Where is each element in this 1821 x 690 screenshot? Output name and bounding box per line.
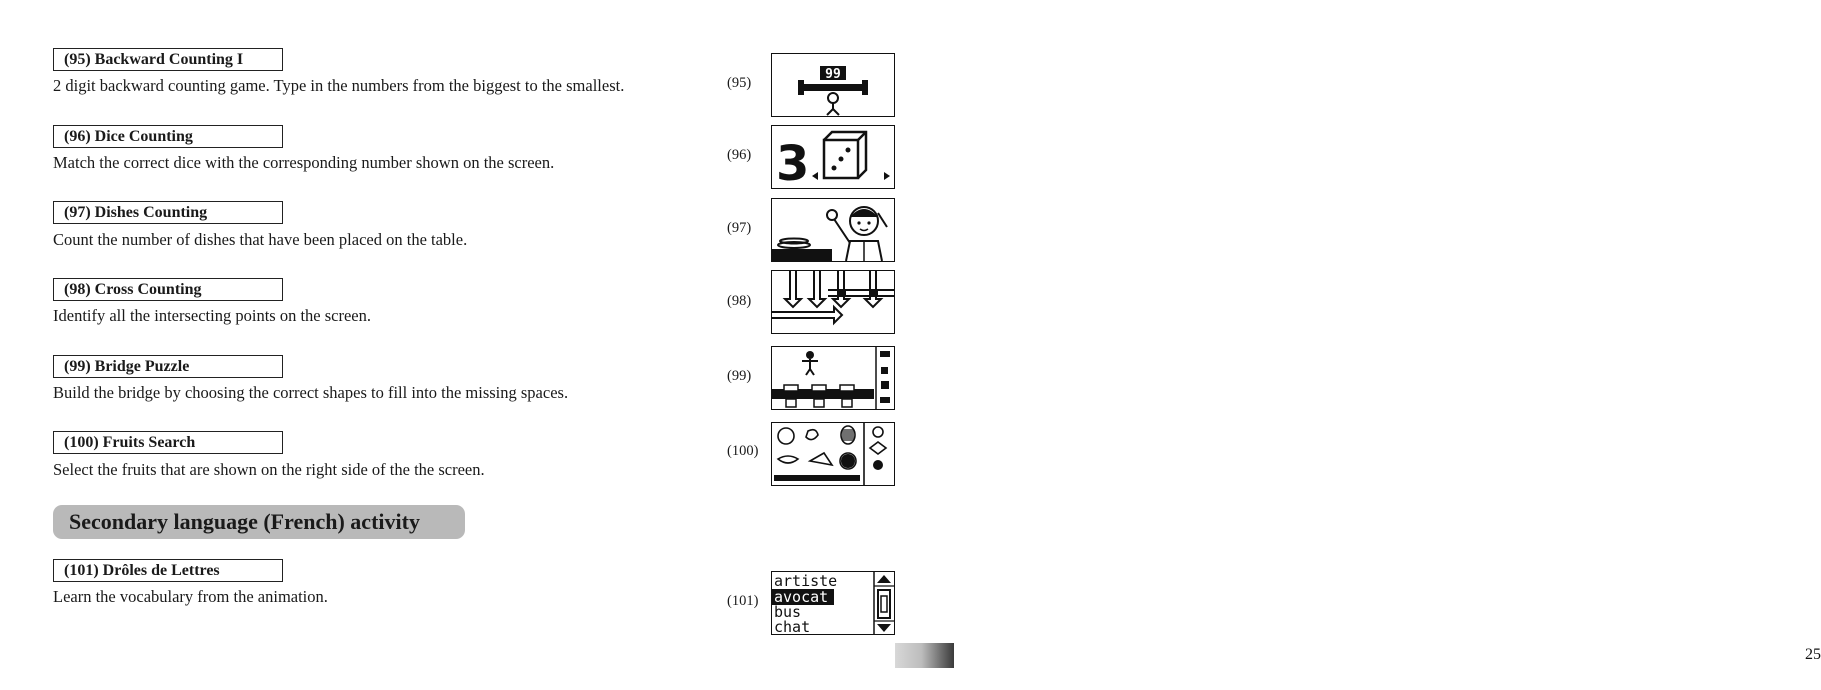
screen-dice-counting <box>771 125 895 192</box>
entry-desc-96: Match the correct dice with the corresponding number shown on the screen. <box>53 153 555 172</box>
fig-label-100: (100) <box>727 443 759 459</box>
entry-title-96: (96) Dice Counting <box>53 125 283 148</box>
entry-desc-98: Identify all the intersecting points on the screen. <box>53 306 371 325</box>
entry-title-101: (101) Drôles de Lettres <box>53 559 283 582</box>
entry-title-98: (98) Cross Counting <box>53 278 283 301</box>
fig-label-101: (101) <box>727 593 759 609</box>
entry-title-100: (100) Fruits Search <box>53 431 283 454</box>
entry-desc-97: Count the number of dishes that have been placed on the table. <box>53 230 468 249</box>
screen-fruits-search <box>771 422 895 486</box>
entry-desc-99: Build the bridge by choosing the correct shapes to fill into the missing spaces. <box>53 383 569 402</box>
word-artiste: artiste <box>774 572 838 590</box>
entry-title-99: (99) Bridge Puzzle <box>53 355 283 378</box>
fig-label-95: (95) <box>727 75 752 91</box>
screen-96-number: 3 <box>776 136 810 192</box>
fig-label-98: (98) <box>727 293 752 309</box>
screen-bridge-puzzle <box>771 346 895 410</box>
section-heading-french: Secondary language (French) activity <box>53 505 465 539</box>
fig-label-96: (96) <box>727 147 752 163</box>
entry-title-97: (97) Dishes Counting <box>53 201 283 224</box>
fig-label-99: (99) <box>727 368 752 384</box>
word-bus: bus <box>774 603 802 621</box>
screen-droles-de-lettres <box>771 571 895 635</box>
screen-cross-counting <box>771 270 895 334</box>
entry-title-95: (95) Backward Counting I <box>53 48 283 71</box>
screen-backward-counting <box>771 53 895 117</box>
entry-desc-95: 2 digit backward counting game. Type in the numbers from the biggest to the smallest. <box>53 76 625 95</box>
entry-desc-100: Select the fruits that are shown on the right side of the the screen. <box>53 460 485 479</box>
word-chat: chat <box>774 618 811 636</box>
screen-95-number: 99 <box>825 67 841 82</box>
page-number: 25 <box>1805 646 1821 663</box>
page-number-tab <box>895 643 1821 668</box>
scroll-down-arrow-icon <box>877 624 891 632</box>
word-avocat: avocat <box>774 588 829 606</box>
scroll-up-arrow-icon <box>877 575 891 583</box>
fig-label-97: (97) <box>727 220 752 236</box>
entry-desc-101: Learn the vocabulary from the animation. <box>53 587 328 606</box>
screen-dishes-counting <box>771 198 895 262</box>
